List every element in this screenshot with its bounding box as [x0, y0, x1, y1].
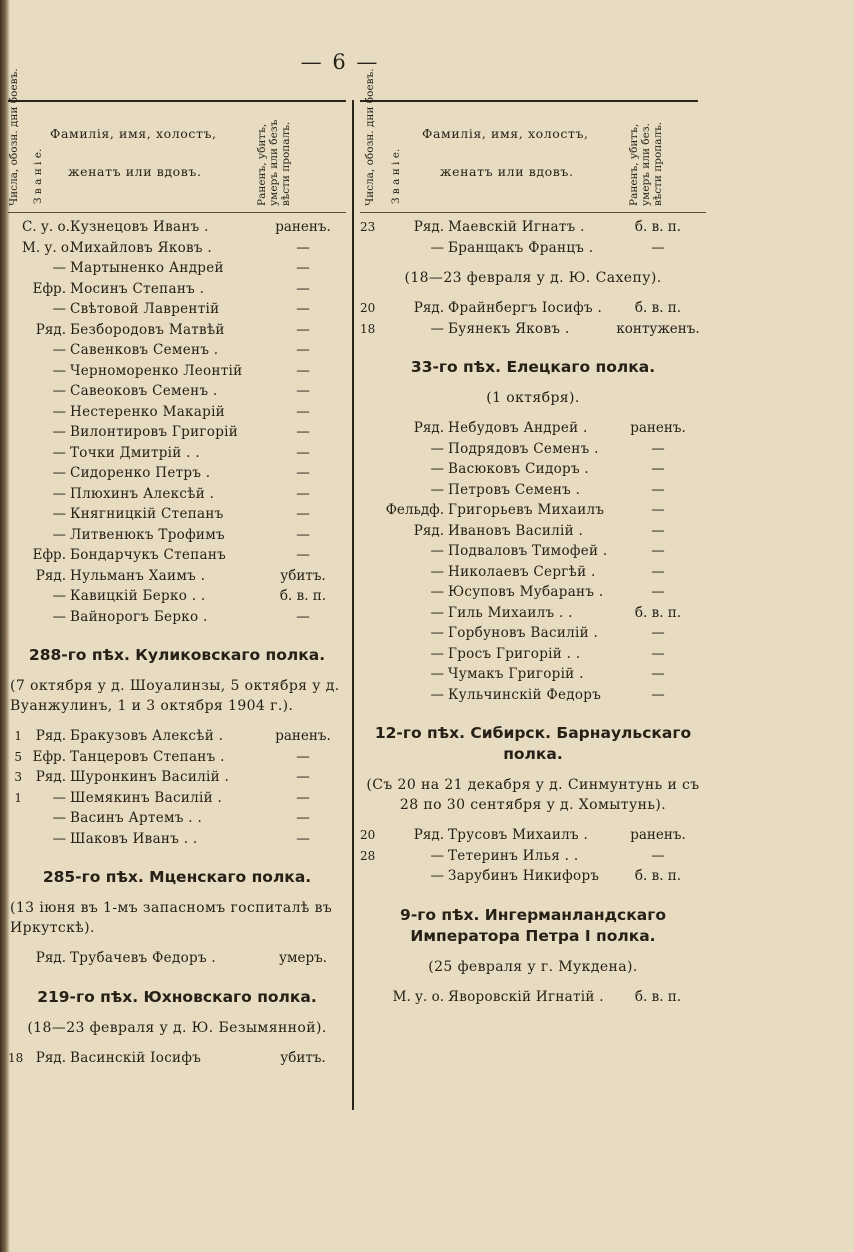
- list-item: [360, 868, 706, 889]
- list-item: [360, 300, 706, 321]
- entry-status: б. в. п.: [634, 988, 682, 1005]
- entry-status: —: [651, 584, 665, 600]
- entry-status: —: [296, 810, 310, 826]
- entry-status: —: [651, 461, 665, 477]
- list-item: [8, 383, 346, 404]
- header-numbers-label: Числа, обозн. дни боевъ.: [364, 68, 376, 206]
- entry-name: Михайловъ Яковъ .: [70, 239, 213, 256]
- entry-name: Точки Дмитрій . .: [70, 444, 200, 461]
- casualty-list: [8, 219, 346, 629]
- entry-status: —: [296, 526, 310, 543]
- list-item: [8, 749, 346, 770]
- entry-rank: —: [430, 645, 444, 662]
- entry-name: Небудовъ Андрей .: [448, 420, 588, 436]
- entry-rank: —: [430, 320, 444, 337]
- section-note: (Съ 20 на 21 декабря у д. Синмунтунь и съ 28 по 30 сентября у д. Хомытунь).: [366, 777, 700, 813]
- list-item: [360, 687, 706, 708]
- list-item: [8, 219, 346, 240]
- entry-name: Кавицкій Берко . .: [70, 588, 206, 604]
- entry-status: —: [296, 748, 310, 765]
- entry-status: —: [651, 543, 665, 559]
- entry-name: Вайнорогъ Берко .: [70, 608, 208, 625]
- entry-status: б. в. п.: [634, 604, 682, 621]
- table-header-left: [8, 68, 346, 213]
- entry-rank: —: [430, 666, 444, 682]
- entry-rank: —: [52, 301, 66, 317]
- entry-name: Безбородовъ Матвѣй: [70, 321, 225, 338]
- casualty-list: [8, 728, 346, 851]
- section-note: (7 октября у д. Шоуалинзы, 5 октября у д. Вуанжулинъ, 1 и 3 октября 1904 г.).: [10, 678, 340, 714]
- entry-day-number: 5: [14, 749, 22, 764]
- section-title: 9-го пѣх. Ингерманландскаго Императора Петра I полка.: [400, 905, 666, 945]
- list-item: [8, 260, 346, 281]
- list-item: [8, 527, 346, 548]
- entry-name: Нестеренко Макарій: [70, 403, 225, 420]
- header-name-line1: Фамилія, имя, холостъ,: [422, 126, 589, 141]
- list-item: [8, 465, 346, 486]
- entry-status: —: [651, 481, 665, 498]
- entry-name: Яворовскій Игнатій .: [448, 988, 604, 1005]
- list-item: [360, 321, 706, 342]
- entry-status: —: [296, 506, 310, 522]
- entry-rank: —: [52, 830, 66, 847]
- list-item: [360, 625, 706, 646]
- list-item: [8, 790, 346, 811]
- list-item: [8, 506, 346, 527]
- entry-name: Зарубинъ Никифоръ: [448, 868, 600, 884]
- entry-status: —: [651, 440, 665, 457]
- entry-name: Ивановъ Василій .: [448, 522, 584, 539]
- list-item: [8, 1050, 346, 1071]
- entry-name: Гросъ Григорій . .: [448, 645, 581, 662]
- entry-status: —: [296, 260, 310, 276]
- entry-name: Маевскій Игнатъ .: [448, 219, 585, 235]
- entry-name: Кузнецовъ Иванъ .: [70, 219, 209, 235]
- entry-rank: —: [430, 481, 444, 498]
- entry-status: —: [296, 789, 310, 806]
- entry-status: —: [296, 403, 310, 420]
- list-item: [8, 342, 346, 363]
- list-item: [360, 605, 706, 626]
- header-rank-label: З в а н і е.: [32, 148, 44, 204]
- entry-name: Литвенюкъ Трофимъ: [70, 526, 225, 543]
- list-item: [8, 301, 346, 322]
- entry-status: —: [651, 645, 665, 662]
- entry-status: —: [651, 666, 665, 682]
- section-note: (18—23 февраля у д. Ю. Сахепу).: [404, 270, 662, 286]
- entry-status: раненъ.: [275, 728, 331, 744]
- entry-status: б. в. п.: [634, 300, 682, 316]
- entry-rank: Ряд.: [35, 728, 66, 744]
- list-item: [8, 568, 346, 589]
- list-item: [8, 547, 346, 568]
- entry-rank: —: [430, 440, 444, 457]
- section-note: (13 іюня въ 1-мъ запасномъ госпиталѣ въ Иркутскѣ).: [10, 900, 333, 936]
- list-item: [360, 646, 706, 667]
- entry-rank: Ряд.: [413, 219, 444, 235]
- entry-name: Савенковъ Семенъ .: [70, 342, 219, 358]
- entry-status: —: [296, 362, 310, 379]
- entry-rank: Ряд.: [35, 769, 66, 785]
- entry-status: —: [296, 830, 310, 847]
- entry-rank: —: [52, 362, 66, 379]
- entry-rank: М. у. о.: [392, 988, 444, 1005]
- entry-rank: —: [52, 444, 66, 461]
- list-item: [360, 420, 706, 441]
- header-numbers-label: Числа, обозн. дни боевъ.: [8, 68, 20, 206]
- entry-rank: —: [430, 461, 444, 477]
- entry-name: Бранщакъ Францъ .: [448, 239, 594, 256]
- entry-rank: —: [430, 868, 444, 884]
- header-name-line2: женатъ или вдовъ.: [440, 164, 574, 179]
- entry-name: Петровъ Семенъ .: [448, 481, 581, 498]
- entry-rank: Ефр.: [32, 280, 66, 297]
- list-item: [8, 424, 346, 445]
- entry-day-number: 20: [360, 828, 376, 842]
- entry-name: Подрядовъ Семенъ .: [448, 440, 599, 457]
- casualty-list: [360, 420, 706, 707]
- list-item: [360, 564, 706, 585]
- casualty-list: [360, 989, 706, 1010]
- entry-rank: —: [52, 260, 66, 276]
- entry-rank: —: [52, 506, 66, 522]
- list-item: [8, 609, 346, 630]
- entry-rank: —: [52, 485, 66, 502]
- list-item: [360, 989, 706, 1010]
- entry-status: —: [296, 465, 310, 481]
- entry-rank: Ряд.: [413, 827, 444, 843]
- list-item: [8, 950, 346, 971]
- entry-rank: —: [52, 789, 66, 806]
- entry-status: б. в. п.: [634, 219, 682, 235]
- entry-name: Кульчинскій Федоръ: [448, 686, 602, 703]
- entry-name: Трубачевъ Федоръ .: [70, 950, 217, 966]
- entry-status: —: [296, 301, 310, 317]
- entry-name: Юсуповъ Мубаранъ .: [448, 584, 604, 600]
- entry-name: Плюхинъ Алексѣй .: [70, 485, 215, 502]
- entry-rank: —: [430, 604, 444, 621]
- entry-rank: Ряд.: [35, 321, 66, 338]
- entry-day-number: 18: [360, 321, 376, 336]
- entry-day-number: 20: [360, 301, 376, 315]
- section-note: (18—23 февраля у д. Ю. Безымянной).: [27, 1019, 327, 1036]
- entry-rank: —: [52, 465, 66, 481]
- casualty-list: [8, 1050, 346, 1071]
- entry-rank: Ефр.: [32, 547, 66, 563]
- entry-name: Нульманъ Хаимъ .: [70, 567, 206, 584]
- entry-name: Гиль Михаилъ . .: [448, 604, 573, 621]
- entry-day-number: 1: [14, 729, 22, 743]
- entry-status: —: [651, 239, 665, 256]
- section-title: 33-го пѣх. Елецкаго полка.: [410, 358, 656, 376]
- entry-name: Подваловъ Тимофей .: [448, 543, 608, 559]
- entry-rank: —: [430, 625, 444, 641]
- left-column: [8, 68, 346, 1070]
- entry-rank: Ряд.: [413, 300, 444, 316]
- list-item: [8, 281, 346, 302]
- column-divider: [352, 100, 354, 1110]
- casualty-list: [8, 950, 346, 971]
- entry-rank: Ряд.: [35, 1049, 66, 1066]
- entry-name: Княгницкій Степанъ: [70, 506, 224, 522]
- entry-rank: Ряд.: [35, 950, 66, 966]
- entry-rank: —: [52, 810, 66, 826]
- entry-rank: Ряд.: [413, 420, 444, 436]
- list-item: [8, 486, 346, 507]
- entry-status: умеръ.: [279, 950, 327, 966]
- entry-name: Шуронкинъ Василій .: [70, 769, 230, 785]
- casualty-list: [360, 300, 706, 341]
- entry-status: —: [296, 383, 310, 399]
- entry-status: раненъ.: [630, 420, 686, 436]
- section-title: 219-го пѣх. Юхновскаго полка.: [37, 987, 317, 1006]
- casualty-list: [360, 219, 706, 260]
- entry-rank: —: [430, 584, 444, 600]
- entry-status: убитъ.: [280, 1049, 326, 1066]
- list-item: [8, 769, 346, 790]
- list-item: [360, 240, 706, 261]
- list-item: [360, 441, 706, 462]
- entry-status: —: [651, 686, 665, 703]
- entry-name: Горбуновъ Василій .: [448, 625, 599, 641]
- header-name-line2: женатъ или вдовъ.: [68, 164, 202, 179]
- list-item: [360, 827, 706, 848]
- entry-rank: —: [430, 686, 444, 703]
- entry-name: Бондарчукъ Степанъ: [70, 547, 227, 563]
- entry-rank: Фельдф.: [385, 502, 444, 518]
- list-item: [360, 523, 706, 544]
- entry-status: —: [296, 608, 310, 625]
- entry-status: раненъ.: [275, 219, 331, 235]
- header-status-label: Раненъ, убитъ, умеръ или безъ вѣсти пропалъ.: [256, 119, 292, 206]
- list-item: [360, 666, 706, 687]
- section-title: 12-го пѣх. Сибирск. Барнаульскаго полка.: [374, 724, 692, 763]
- entry-name: Васюковъ Сидоръ .: [448, 461, 590, 477]
- list-item: [360, 584, 706, 605]
- section-title: 285-го пѣх. Мценскаго полка.: [42, 868, 312, 886]
- entry-day-number: 28: [360, 848, 376, 863]
- entry-rank: —: [52, 403, 66, 420]
- entry-name: Шемякинъ Василій .: [70, 789, 223, 806]
- entry-status: —: [651, 502, 665, 518]
- entry-status: —: [296, 485, 310, 502]
- entry-status: —: [651, 847, 665, 864]
- entry-name: Савеоковъ Семенъ .: [70, 383, 218, 399]
- entry-status: убитъ.: [280, 567, 326, 584]
- table-header-right: [360, 68, 706, 213]
- list-item: [8, 728, 346, 749]
- entry-status: —: [296, 547, 310, 563]
- section-note: (1 октября).: [486, 390, 580, 406]
- entry-rank: Ряд.: [35, 567, 66, 584]
- list-item: [8, 404, 346, 425]
- entry-rank: —: [430, 563, 444, 580]
- header-rank-label: З в а н і е.: [390, 148, 402, 204]
- header-status-label: Раненъ, убитъ, умеръ или без. вѣсти пропалъ.: [628, 121, 664, 206]
- entry-status: б. в. п.: [634, 868, 682, 884]
- entry-rank: С. у. о.: [22, 219, 70, 235]
- entry-name: Николаевъ Сергѣй .: [448, 563, 596, 580]
- entry-name: Трусовъ Михаилъ .: [448, 827, 589, 843]
- entry-name: Буянекъ Яковъ .: [448, 320, 570, 337]
- casualty-list: [360, 827, 706, 889]
- entry-name: Фрайнбергъ Іосифъ .: [448, 300, 603, 316]
- entry-name: Танцеровъ Степанъ .: [70, 748, 225, 765]
- right-column: [360, 68, 706, 1009]
- entry-status: —: [296, 444, 310, 461]
- entry-rank: —: [52, 424, 66, 440]
- entry-name: Мартыненко Андрей: [70, 260, 224, 276]
- entry-name: Вилонтировъ Григорій: [70, 424, 239, 440]
- entry-day-number: 18: [8, 1050, 24, 1065]
- entry-rank: —: [52, 588, 66, 604]
- entry-status: —: [651, 563, 665, 580]
- entry-rank: —: [52, 526, 66, 543]
- list-item: [8, 831, 346, 852]
- entry-rank: —: [52, 383, 66, 399]
- entry-status: —: [651, 522, 665, 539]
- entry-rank: —: [430, 239, 444, 256]
- entry-rank: Ряд.: [413, 522, 444, 539]
- entry-name: Васинъ Артемъ . .: [70, 810, 203, 826]
- entry-status: —: [651, 625, 665, 641]
- list-item: [8, 322, 346, 343]
- entry-name: Свѣтовой Лаврентій: [70, 301, 220, 317]
- header-name-line1: Фамилія, имя, холостъ,: [50, 126, 217, 141]
- page-number: — 6 —: [300, 50, 380, 74]
- entry-status: раненъ.: [630, 827, 686, 843]
- entry-rank: —: [52, 342, 66, 358]
- entry-rank: —: [430, 847, 444, 864]
- entry-name: Сидоренко Петръ .: [70, 465, 211, 481]
- entry-rank: —: [430, 543, 444, 559]
- entry-status: —: [296, 321, 310, 338]
- list-item: [8, 363, 346, 384]
- entry-status: —: [296, 769, 310, 785]
- list-item: [8, 810, 346, 831]
- list-item: [360, 482, 706, 503]
- entry-name: Григорьевъ Михаилъ: [448, 502, 605, 518]
- entry-name: Шаковъ Иванъ . .: [70, 830, 198, 847]
- entry-status: —: [296, 239, 310, 256]
- entry-name: Тетеринъ Илья . .: [448, 847, 579, 864]
- entry-status: —: [296, 280, 310, 297]
- list-item: [360, 502, 706, 523]
- entry-name: Черноморенко Леонтій: [70, 362, 243, 379]
- entry-day-number: 1: [14, 790, 22, 805]
- entry-status: —: [296, 342, 310, 358]
- list-item: [360, 219, 706, 240]
- section-note: (25 февраля у г. Мукдена).: [428, 958, 638, 975]
- entry-name: Бракузовъ Алексѣй .: [70, 728, 224, 744]
- entry-day-number: 23: [360, 220, 376, 234]
- list-item: [360, 848, 706, 869]
- section-title: 288-го пѣх. Куликовскаго полка.: [28, 646, 326, 664]
- entry-rank: —: [52, 608, 66, 625]
- list-item: [360, 543, 706, 564]
- entry-status: б. в. п.: [279, 588, 327, 604]
- entry-name: Васинскій Іосифъ: [70, 1049, 202, 1066]
- list-item: [8, 588, 346, 609]
- list-item: [360, 461, 706, 482]
- entry-name: Чумакъ Григорій .: [448, 666, 584, 682]
- list-item: [8, 240, 346, 261]
- entry-name: Мосинъ Степанъ .: [70, 280, 205, 297]
- entry-day-number: 3: [14, 770, 22, 784]
- entry-status: контуженъ.: [616, 320, 700, 337]
- list-item: [8, 445, 346, 466]
- entry-rank: М. у. о.: [22, 239, 74, 256]
- entry-status: —: [296, 424, 310, 440]
- entry-rank: Ефр.: [32, 748, 66, 765]
